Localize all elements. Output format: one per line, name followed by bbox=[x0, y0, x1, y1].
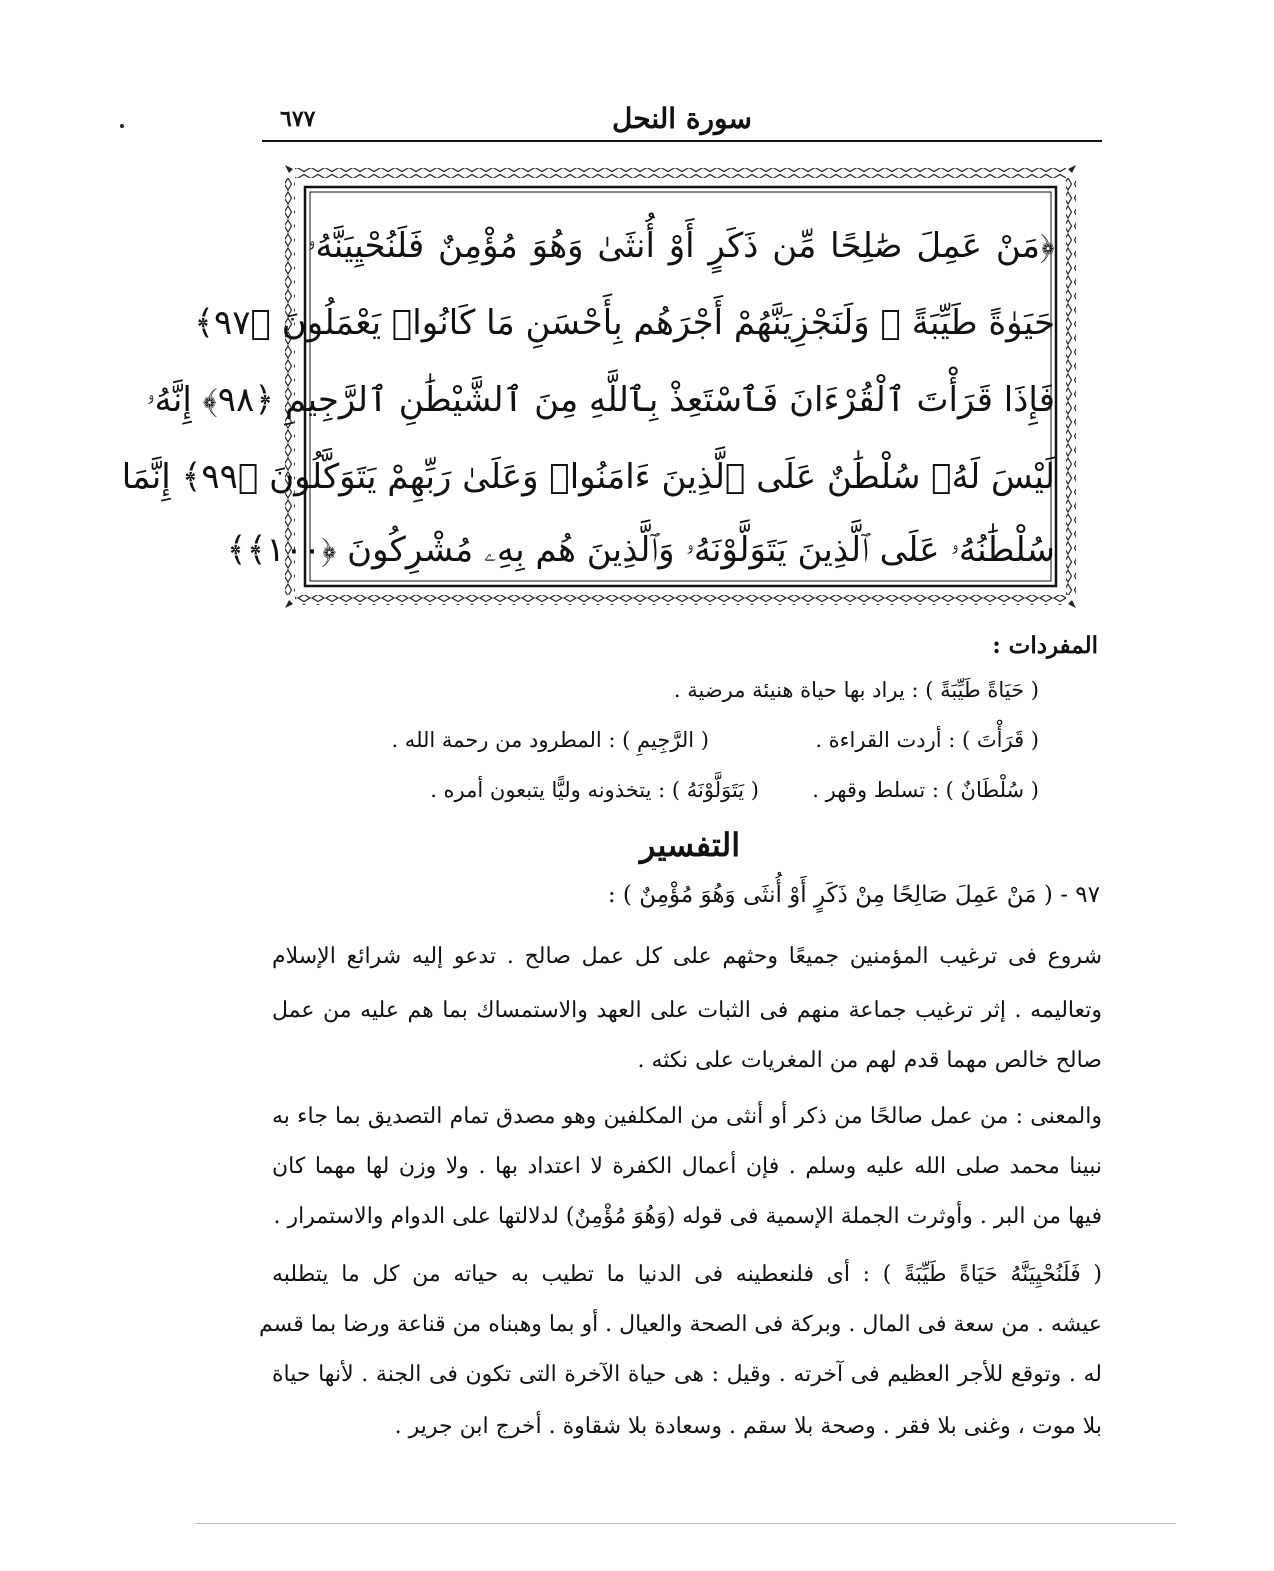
verse-reference: ٩٧ - ( مَنْ عَمِلَ صَالِحًا مِنْ ذَكَرٍ أَوْ أُنثَى وَهُوَ مُؤْمِنٌ ) : bbox=[607, 882, 1100, 908]
paragraph-line: نبينا محمد صلى الله عليه وسلم . فإن أعمال الكفرة لا اعتداد بها . ولا وزن لها مهما كان bbox=[272, 1154, 1102, 1179]
verse-text-block bbox=[121, 193, 1055, 583]
verse-line: فَإِذَا قَرَأْتَ ٱلْقُرْءَانَ فَٱسْتَعِذْ بِٱللَّهِ مِنَ ٱلشَّيْطَٰنِ ٱلرَّجِيمِ ﴿٩٨﴾ إِنَّهُۥ bbox=[146, 380, 1055, 420]
paragraph-line: والمعنى : من عمل صالحًا من ذكر أو أنثى من المكلفين وهو مصدق تمام التصديق بما جاء به bbox=[272, 1104, 1102, 1129]
paragraph-line: بلا موت ، وغنى بلا فقر . وصحة بلا سقم . وسعادة بلا شقاوة . أخرج ابن جرير . bbox=[394, 1414, 1102, 1439]
verse-line: ﴿مَنْ عَمِلَ صَٰلِحًا مِّن ذَكَرٍ أَوْ أُنثَىٰ وَهُوَ مُؤْمِنٌ فَلَنُحْيِيَنَّهُۥ bbox=[307, 226, 1055, 266]
header-rule bbox=[262, 140, 1102, 142]
paragraph-line: عيشه . من سعة فى المال . وبركة فى الصحة والعيال . أو بما وهبناه من قناعة ورضا بما قسم bbox=[258, 1312, 1102, 1337]
verse-frame bbox=[121, 163, 1078, 610]
stray-mark bbox=[120, 124, 124, 128]
verse-line: حَيَوٰةً طَيِّبَةً ۖ وَلَنَجْزِيَنَّهُمْ أَجْرَهُم بِأَحْسَنِ مَا كَانُوا۟ يَعْمَلُونَ ﴿٩٧﴾ bbox=[194, 303, 1055, 343]
verse-line: لَيْسَ لَهُۥ سُلْطَٰنٌ عَلَى ٱلَّذِينَ ءَامَنُوا۟ وَعَلَىٰ رَبِّهِمْ يَتَوَكَّلُونَ ﴿٩٩﴾ إِنَّمَا bbox=[121, 457, 1055, 497]
paragraph-line: شروع فى ترغيب المؤمنين جميعًا وحثهم على كل عمل صالح . تدعو إليه شرائع الإسلام bbox=[272, 944, 1102, 969]
paragraph-line: فيها من البر . وأوثرت الجملة الإسمية فى قوله (وَهُوَ مُؤْمِنٌ) لدلالتها على الدوام والاستمرار . bbox=[273, 1204, 1102, 1229]
vocabulary-item: ( الرَّجِيمِ ) : المطرود من رحمة الله . bbox=[391, 728, 709, 752]
verse-line: سُلْطَٰنُهُۥ عَلَى ٱلَّذِينَ يَتَوَلَّوْنَهُۥ وَٱلَّذِينَ هُم بِهِۦ مُشْرِكُونَ ﴿١٠٠﴾﴾ bbox=[226, 530, 1055, 570]
tafsir-heading: التفسير bbox=[639, 826, 741, 864]
page-number: ٦٧٧ bbox=[280, 106, 316, 132]
paragraph-line: صالح خالص مهما قدم لهم من المغريات على نكثه . bbox=[637, 1048, 1102, 1073]
vocabulary-heading: المفردات : bbox=[992, 632, 1098, 659]
page-header bbox=[262, 100, 1102, 140]
surah-title: سورة النحل bbox=[612, 102, 752, 135]
vocabulary-item: ( قَرَأْتَ ) : أردت القراءة . bbox=[815, 728, 1039, 752]
paragraph-line: ( فَلَنُحْيِيَنَّهُ حَيَاةً طَيِّبَةً ) : أى فلنعطينه فى الدنيا ما تطيب به حياته من كل ما يتطلبه bbox=[272, 1262, 1102, 1287]
footer-rule bbox=[195, 1523, 1175, 1524]
vocabulary-item: ( حَيَاةً طَيِّبَةً ) : يراد بها حياة هنيئة مرضية . bbox=[673, 678, 1039, 702]
vocabulary-item: ( يَتَوَلَّوْنَهُ ) : يتخذونه وليًّا يتبعون أمره . bbox=[430, 778, 759, 802]
vocabulary-item: ( سُلْطَانٌ ) : تسلط وقهر . bbox=[812, 778, 1039, 802]
paragraph-line: وتعاليمه . إثر ترغيب جماعة منهم فى الثبات على العهد والاستمساك بما هم عليه من عمل bbox=[272, 998, 1102, 1023]
paragraph-line: له . وتوقع للأجر العظيم فى آخرته . وقيل : هى حياة الآخرة التى تكون فى الجنة . لأنها حياة bbox=[272, 1362, 1102, 1387]
